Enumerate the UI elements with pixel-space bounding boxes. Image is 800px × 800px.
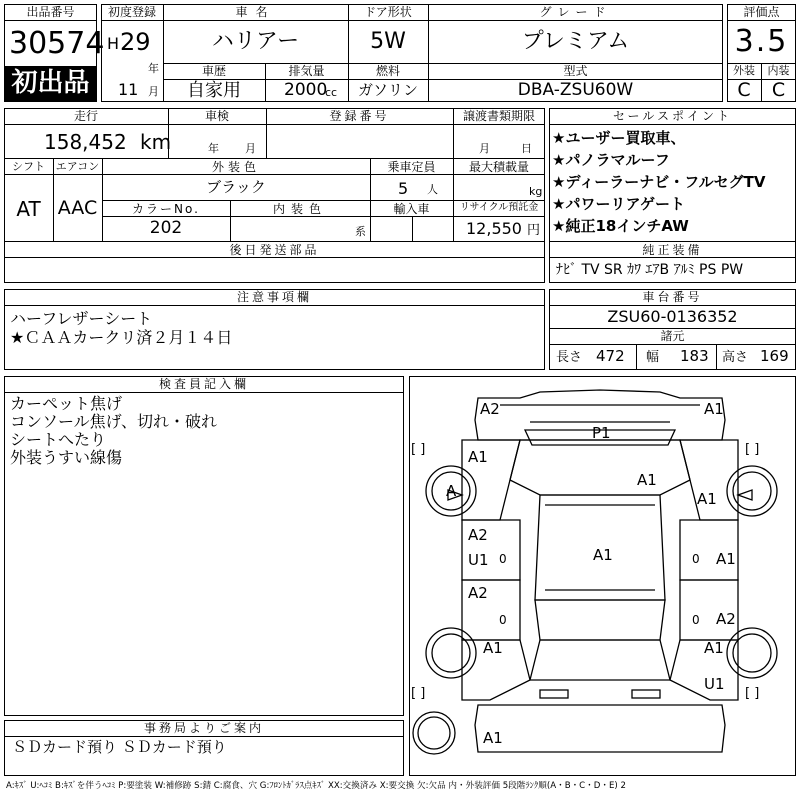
- lot-number: 30574: [9, 26, 105, 61]
- damage-mark: A1: [704, 639, 724, 657]
- color-no-value: 202: [149, 218, 183, 238]
- damage-mark: P1: [592, 424, 611, 442]
- damage-mark: U1: [468, 551, 489, 569]
- damage-mark: A: [446, 482, 457, 500]
- score-label: 評価点: [743, 5, 780, 19]
- displacement-unit: cc: [325, 86, 338, 99]
- door-handle-mark: 0: [499, 613, 507, 627]
- displacement-label: 排気量: [288, 64, 325, 78]
- interior-color-unit: 系: [355, 225, 366, 238]
- exterior-score: C: [737, 79, 751, 101]
- inspector-line: コンソール焦げ、切れ・破れ: [10, 412, 218, 431]
- color-no-label: カラーNo.: [132, 202, 200, 216]
- sales-point-item: ★ユーザー買取車、: [552, 129, 686, 147]
- fuel-label: 燃料: [375, 64, 400, 78]
- history-label: 車歴: [201, 64, 226, 78]
- notes-line: ハーフレザーシート: [10, 309, 153, 328]
- capacity-value: 5: [398, 179, 409, 198]
- damage-mark: A1: [704, 400, 724, 418]
- fuel-value: ガソリン: [357, 81, 418, 99]
- model-value: DBA-ZSU60W: [517, 80, 634, 100]
- sales-point-item: ★ディーラーナビ・フルセグTV: [552, 173, 766, 191]
- office-label: 事務局よりご案内: [143, 721, 264, 735]
- width-label: 幅: [646, 350, 660, 365]
- capacity-label: 乗車定員: [387, 160, 436, 174]
- sales-point-item: ★パノラマルーフ: [552, 151, 670, 169]
- reg-label: 初度登録: [107, 5, 156, 19]
- legend-footer: A:ｷｽﾞ U:ﾍｺﾐ B:ｷｽﾞを伴うﾍｺﾐ P:要塗装 W:補修跡 S:錆 C:腐食、穴 G:ﾌﾛﾝﾄｶﾞﾗｽ点ｷｽﾞ XX:交換済み X:要交換 欠:欠品 内・外装評価 5段階ﾗﾝｸ順(A・B・C・D・E) 2: [6, 781, 626, 791]
- chassis-value: ZSU60-0136352: [607, 307, 738, 326]
- damage-mark-hidden: [584, 648, 585, 649]
- diagram-bracket: [ ]: [411, 686, 426, 701]
- mileage-value: 158,452: [44, 130, 127, 154]
- reg-year-unit: 年: [148, 62, 159, 75]
- grade-value: プレミアム: [521, 29, 630, 54]
- history-value: 自家用: [187, 80, 241, 101]
- specs-label: 諸元: [660, 329, 685, 343]
- exterior-color-value: ブラック: [206, 178, 266, 196]
- width-value: 183: [680, 347, 709, 365]
- car-name: ハリアー: [211, 29, 300, 54]
- inspector-label: 検査員記入欄: [158, 377, 249, 391]
- chassis-label: 車台番号: [642, 290, 703, 304]
- damage-mark: A1: [483, 639, 503, 657]
- height-value: 169: [760, 347, 789, 365]
- recycle-value: 12,550: [466, 219, 522, 238]
- inspection-label: 車検: [204, 109, 229, 123]
- reg-era: H: [107, 34, 120, 53]
- damage-mark: A1: [637, 471, 657, 489]
- damage-mark: A1: [483, 729, 503, 747]
- import-label: 輸入車: [393, 202, 430, 216]
- diagram-bracket: [ ]: [745, 442, 760, 457]
- equipment-value: ﾅﾋﾞ TV SR ｶﾜ ｴｱB ｱﾙﾐ PS PW: [556, 262, 744, 278]
- recycle-unit: 円: [527, 223, 541, 238]
- damage-mark: A2: [468, 584, 488, 602]
- mileage-label: 走行: [73, 109, 98, 123]
- length-label: 長さ: [556, 350, 583, 365]
- diagram-bracket: [ ]: [745, 686, 760, 701]
- sales-points-label: セールスポイント: [613, 109, 732, 123]
- grade-label: グレード: [539, 5, 612, 19]
- inspection-month-unit: 月: [245, 142, 256, 155]
- max-load-unit: kg: [529, 185, 543, 198]
- diagram-bracket: [ ]: [411, 442, 426, 457]
- inspector-line: カーペット焦げ: [10, 394, 123, 413]
- damage-mark: A1: [593, 546, 613, 564]
- reg-month-unit: 月: [148, 85, 159, 98]
- recycle-label: リサイクル預託金: [459, 202, 539, 213]
- damage-mark: A2: [480, 400, 500, 418]
- exterior-score-label: 外装: [733, 64, 755, 77]
- displacement-value: 2000: [284, 80, 328, 100]
- lot-label: 出品番号: [5, 5, 96, 21]
- score-value: 3.5: [734, 24, 789, 59]
- damage-mark: A2: [468, 526, 488, 544]
- inspection-year-unit: 年: [208, 142, 219, 155]
- plate-label: 登録番号: [329, 109, 390, 123]
- height-label: 高さ: [722, 350, 749, 365]
- later-parts-label: 後日発送部品: [229, 243, 320, 257]
- length-value: 472: [596, 347, 625, 365]
- aircon-value: AAC: [57, 197, 98, 219]
- interior-color-label: 内装色: [272, 202, 327, 216]
- model-label: 型式: [563, 64, 588, 78]
- damage-mark: A1: [697, 490, 717, 508]
- interior-score: C: [771, 79, 786, 101]
- mileage-unit: km: [140, 130, 172, 154]
- sales-point-item: ★純正18インチAW: [552, 217, 689, 235]
- transfer-label: 譲渡書類期限: [462, 109, 535, 123]
- office-text: ＳＤカード預り ＳＤカード預り: [12, 738, 227, 756]
- car-name-label: 車名: [235, 5, 276, 19]
- capacity-unit: 人: [427, 183, 438, 196]
- transfer-month-unit: 月: [479, 142, 490, 155]
- door-label: ドア形状: [364, 5, 412, 19]
- reg-year: 29: [120, 28, 151, 56]
- notes-label: 注意事項欄: [236, 290, 312, 304]
- door-value: 5W: [370, 29, 406, 54]
- inspector-line: シートへたり: [10, 430, 107, 449]
- damage-mark: A1: [468, 448, 488, 466]
- door-handle-mark: 0: [692, 613, 700, 627]
- reg-month: 11: [118, 80, 139, 99]
- door-handle-mark: 0: [692, 552, 700, 566]
- inspector-line: 外装うすい線傷: [10, 448, 123, 467]
- shift-value: AT: [16, 197, 41, 221]
- aircon-label: エアコン: [55, 160, 100, 173]
- equipment-label: 純正装備: [642, 243, 703, 257]
- exterior-color-label: 外装色: [211, 160, 260, 174]
- max-load-label: 最大積載量: [468, 160, 529, 174]
- sales-point-item: ★パワーリアゲート: [552, 195, 685, 213]
- damage-mark: A1: [716, 550, 736, 568]
- shift-label: シフト: [12, 160, 45, 173]
- damage-mark: U1: [704, 675, 725, 693]
- transfer-day-unit: 日: [521, 142, 532, 155]
- door-handle-mark: 0: [499, 552, 507, 566]
- first-listing-badge: 初出品: [5, 66, 96, 101]
- notes-line: ★ＣＡＡカークリ済２月１４日: [10, 328, 233, 347]
- interior-score-label: 内装: [767, 64, 790, 77]
- damage-mark: A2: [716, 610, 736, 628]
